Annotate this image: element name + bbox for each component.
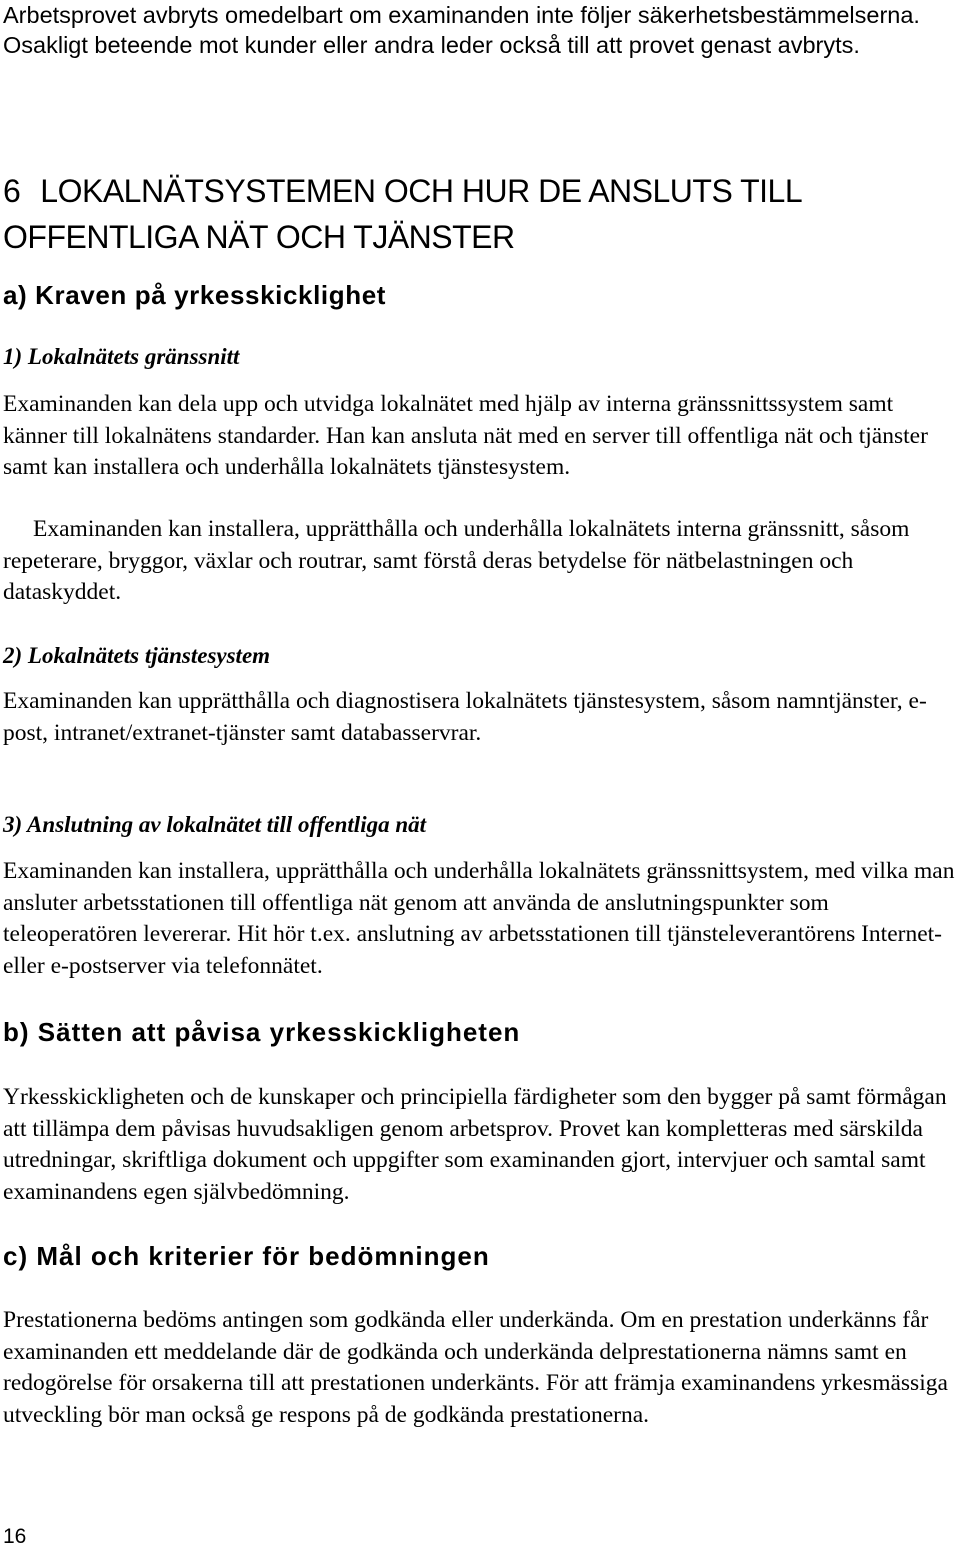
page-number: 16 bbox=[3, 1525, 27, 1548]
item1-paragraph-2-text: Examinanden kan installera, upprätthålla och underhålla lokalnätets interna gränssnitt, såsom repeterare, bryggor, växlar och routrar, samt förstå deras betydelse för nätbelastningen och dataskyddet. bbox=[3, 516, 910, 605]
item2-heading: 2) Lokalnätets tjänstesystem bbox=[3, 643, 271, 668]
section-title-line2: OFFENTLIGA NÄT OCH TJÄNSTER bbox=[3, 219, 515, 255]
item2-paragraph: Examinanden kan upprätthålla och diagnostisera lokalnätets tjänstesystem, såsom namntjänster, e-post, intranet/extranet-tjänster samt databasservrar. bbox=[3, 688, 927, 746]
item1-paragraph-2 bbox=[3, 514, 955, 609]
part-b-heading: b) Sätten att påvisa yrkesskickligheten bbox=[3, 1017, 521, 1047]
item3-heading: 3) Anslutning av lokalnätet till offentliga nät bbox=[3, 812, 427, 837]
intro-paragraph: Arbetsprovet avbryts omedelbart om examinanden inte följer säkerhetsbestämmelserna. Osakligt beteende mot kunder eller andra leder också till att provet genast avbryts. bbox=[3, 2, 920, 58]
item1-heading: 1) Lokalnätets gränssnitt bbox=[3, 344, 240, 369]
item3-paragraph: Examinanden kan installera, upprätthålla och underhålla lokalnätets gränssnittsystem, med vilka man ansluter arbetsstationen till offentliga nät genom att använda de anslutningspunkter som teleoperatören levererar. Hit hör t.ex. anslutning av arbetsstationen till tjänsteleverantörens Internet- eller e-postserver via telefonnätet. bbox=[3, 858, 955, 979]
part-b-paragraph: Yrkesskickligheten och de kunskaper och principiella färdigheter som den bygger på samt förmågan att tillämpa dem påvisas huvudsakligen genom arbetsprov. Provet kan kompletteras med särskilda utredningar, skriftliga dokument och uppgifter som examinanden gjort, intervjuer och samtal samt examinandens egen självbedömning. bbox=[3, 1084, 947, 1205]
section-title-line1: LOKALNÄTSYSTEMEN OCH HUR DE ANSLUTS TILL bbox=[40, 173, 803, 209]
part-c-paragraph: Prestationerna bedöms antingen som godkända eller underkända. Om en prestation underkänns får examinanden ett meddelande där de godkända och underkända delprestationerna nämns samt en redogörelse för orsakerna till att prestationen underkänts. För att främja examinandens yrkesmässiga utveckling bör man också ge respons på de godkända prestationerna. bbox=[3, 1307, 948, 1428]
part-a-heading: a) Kraven på yrkesskicklighet bbox=[3, 280, 387, 310]
section-heading bbox=[3, 168, 883, 260]
section-number: 6 bbox=[3, 173, 21, 209]
part-c-heading: c) Mål och kriterier för bedömningen bbox=[3, 1241, 490, 1271]
item1-paragraph-1: Examinanden kan dela upp och utvidga lokalnätet med hjälp av interna gränssnittssystem samt känner till lokalnätens standarder. Han kan ansluta nät med en server till offentliga nät och tjänster samt kan installera och underhålla lokalnätets tjänstesystem. bbox=[3, 391, 928, 480]
